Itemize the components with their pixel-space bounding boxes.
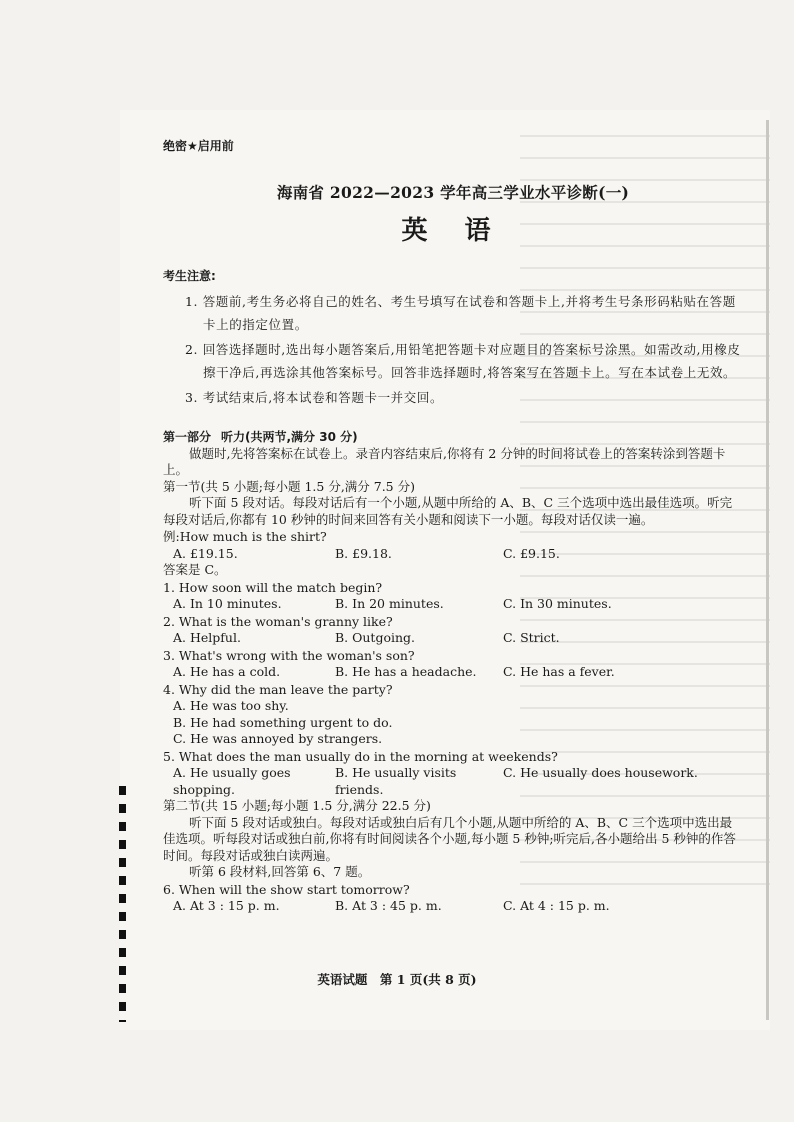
question-3: 3. What's wrong with the woman's son? [163,647,415,663]
option-a: A. At 3 : 15 p. m. [173,898,280,913]
option-b: B. He usually visits friends. [335,765,457,797]
section-one-title: 第一节(共 5 小题;每小题 1.5 分,满分 7.5 分) [163,478,415,494]
option-b: B. Outgoing. [335,630,416,645]
option-a: A. £19.15. [173,545,238,561]
option-a: A. He has a cold. [173,664,281,679]
subject-title: 英 语 [401,216,505,246]
option-c: C. He was annoyed by strangers. [173,731,383,746]
part-one-label: 第一部分 [163,430,212,444]
option-b: B. £9.18. [335,545,392,561]
part-one-instruction: 做题时,先将答案标在试卷上。录音内容结束后,你将有 2 分钟的时间将试卷上的答案转涂到答题卡上。 [163,445,726,477]
notes-title: 考生注意: [163,268,216,283]
option-c: C. £9.15. [503,545,560,561]
note-item: 1. 答题前,考生务必将自己的姓名、考生号填写在试卷和答题卡上,并将考生号条形码粘贴在答题卡上的指定位置。 [185,294,736,332]
section-one-instruction: 听下面 5 段对话。每段对话后有一个小题,从题中所给的 A、B、C 三个选项中选出最佳选项。听完每段对话后,你都有 10 秒钟的时间来回答有关小题和阅读下一小题。每段对话仅读一遍。 [163,495,733,527]
option-a: A. He was too shy. [173,698,289,713]
option-c: C. He usually does housework. [503,765,698,780]
option-b: B. He had something urgent to do. [173,714,393,730]
section-two-instruction: 听下面 5 段对话或独白。每段对话或独白后有几个小题,从题中所给的 A、B、C 三个选项中选出最佳选项。听每段对话或独白前,你将有时间阅读各个小题,每小题 5 秒钟;听完后,各小题给出 5 秒钟的作答时间。每段对话或独白读两遍。 [163,814,736,863]
example-answer: 答案是 C。 [163,562,227,577]
example-options [163,546,743,563]
option-c: C. At 4 : 15 p. m. [503,898,610,913]
question-1: 1. How soon will the match begin? [163,579,383,595]
confidential-label: 绝密★启用前 [163,139,234,153]
example-question: 例:How much is the shirt? [163,529,327,544]
question-5-options [163,765,743,798]
option-c: C. In 30 minutes. [503,596,612,611]
section-two-title: 第二节(共 15 小题;每小题 1.5 分,满分 22.5 分) [163,798,431,813]
option-c: C. Strict. [503,630,560,645]
question-1-options [163,596,743,613]
question-6-options [163,898,743,915]
exam-page [163,138,743,915]
question-6: 6. When will the show start tomorrow? [163,881,410,897]
exam-title: 海南省 2022—2023 学年高三学业水平诊断(一) [276,182,630,202]
page-edge [766,120,769,1020]
option-b: B. At 3 : 45 p. m. [335,898,442,913]
page-footer: 英语试题 第 1 页(共 8 页) [317,972,477,987]
part-one-title [163,429,743,446]
question-4: 4. Why did the man leave the party? [163,681,393,697]
note-item: 3. 考试结束后,将本试卷和答题卡一并交回。 [185,390,444,405]
note-item: 2. 回答选择题时,选出每小题答案后,用铅笔把答题卡对应题目的答案标号涂黑。如需改动,用橡皮擦干净后,再选涂其他答案标号。回答非选择题时,将答案写在答题卡上。写在本试卷上无效。 [185,342,741,380]
option-a: A. He usually goes shopping. [173,765,291,797]
question-4-options [163,698,743,748]
option-a: A. Helpful. [173,630,241,645]
question-2-options [163,630,743,647]
option-c: C. He has a fever. [503,664,615,679]
question-2: 2. What is the woman's granny like? [163,613,393,629]
question-3-options [163,664,743,681]
option-b: B. He has a headache. [335,664,477,679]
material-note: 听第 6 段材料,回答第 6、7 题。 [189,864,371,879]
option-a: A. In 10 minutes. [173,596,282,611]
question-5: 5. What does the man usually do in the morning at weekends? [163,748,558,764]
option-b: B. In 20 minutes. [335,596,444,611]
part-one-heading: 听力(共两节,满分 30 分) [221,430,358,444]
